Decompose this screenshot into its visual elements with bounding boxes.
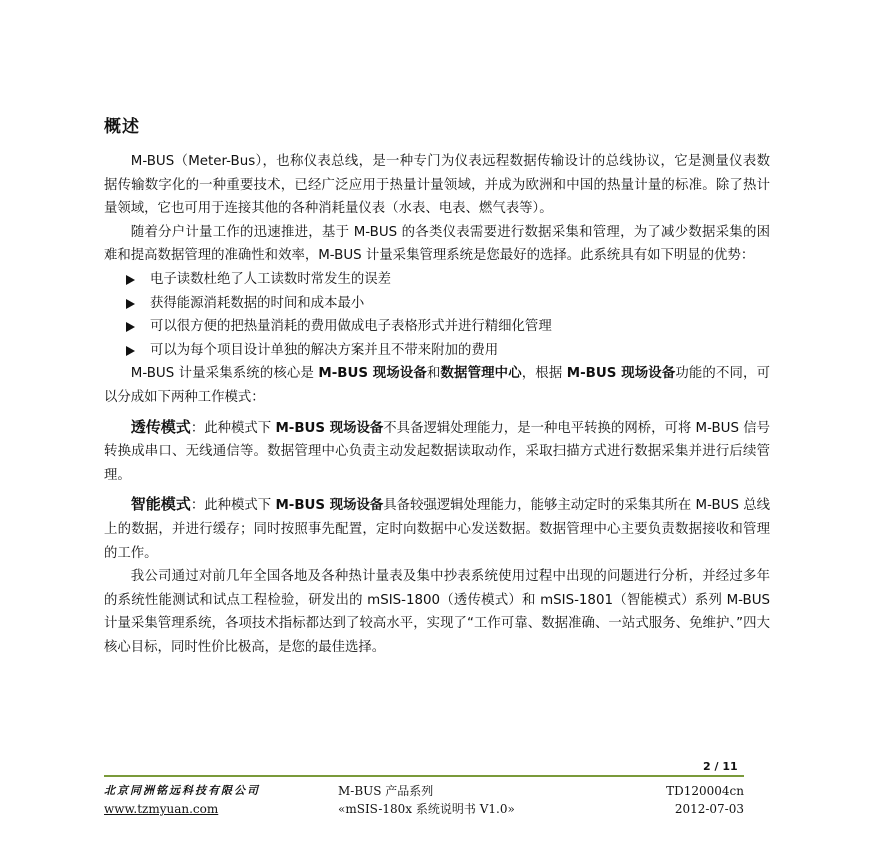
smart-mode-title: 智能模式 (130, 495, 191, 514)
list-item: 可以为每个项目设计单独的解决方案并且不带来附加的费用 (126, 339, 770, 363)
product-series: M-BUS 产品系列 (338, 784, 434, 798)
list-item: 电子读数杜绝了人工读数时常发生的误差 (126, 268, 770, 292)
summary-paragraph: 我公司通过对前几年全国各地及各种热计量表及集中抄表系统使用过程中出现的问题进行分析，并经过多年的系统性能测试和试点工程检验，研发出的 mSIS-1800（透传模式）和 mSIS-1801（智能模式）系列 M-BUS 计量采集管理系统，各项技术指标都达到了较高水平，实现了“工作可靠、数据准确、一站式服务、免维护、”四大核心目标，同时性价比极高，是您的最佳选择。 (104, 569, 770, 655)
transparent-mode-paragraph (104, 416, 770, 488)
core-text-1: M-BUS 计量采集系统的核心是 (130, 366, 319, 382)
footer-right (640, 782, 744, 818)
core-text-4: 功能的不同，可以分成如下两种工作模式： (104, 366, 770, 405)
intro-paragraph-2: 随着分户计量工作的迅速推进，基于 M-BUS 的各类仪表需要进行数据采集和管理，为了减少数据采集的困难和提高数据管理的准确性和效率，M-BUS 计量采集管理系统是您最好的选择。此系统具有如下明显的优势： (104, 224, 770, 264)
smart-mode-paragraph (104, 493, 770, 565)
transparent-mode-bold: M-BUS 现场设备 (275, 420, 384, 436)
website-link[interactable]: www.tzmyuan.com (104, 802, 219, 816)
core-paragraph (104, 362, 770, 409)
advantage-list (104, 268, 770, 362)
footer-left (104, 782, 260, 818)
smart-mode-text-1: ：此种模式下 (190, 498, 276, 514)
transparent-mode-text-2: 不具备逻辑处理能力，是一种电平转换的网桥，可将 M-BUS 信号转换成串口、无线通信等。数据管理中心负责主动发起数据读取动作，采取扫描方式进行数据采集并进行后续管理。 (104, 420, 770, 483)
core-bold-field-device-2: M-BUS 现场设备 (566, 366, 676, 382)
transparent-mode-text-1: ：此种模式下 (190, 420, 276, 436)
intro-paragraph-1: M-BUS（Meter-Bus），也称仪表总线，是一种专门为仪表远程数据传输设计的总线协议，它是测量仪表数据传输数字化的一种重要技术，已经广泛应用于热量计量领域，并成为欧洲和中国的热量计量的标准。除了热计量领域，它也可用于连接其他的各种消耗量仪表（水表、电表、燃气表等）。 (104, 154, 770, 217)
core-bold-data-center: 数据管理中心 (440, 366, 522, 382)
core-text-3: ，根据 (521, 366, 567, 382)
body-text (104, 150, 770, 659)
company-name: 北京同洲铭远科技有限公司 (104, 784, 260, 797)
list-item: 可以很方便的把热量消耗的费用做成电子表格形式并进行精细化管理 (126, 315, 770, 339)
transparent-mode-title: 透传模式 (130, 417, 191, 436)
core-bold-field-device: M-BUS 现场设备 (318, 366, 427, 382)
core-text-2: 和 (426, 366, 441, 382)
section-heading: 概述 (104, 117, 140, 137)
footer-rule (104, 775, 744, 777)
smart-mode-bold: M-BUS 现场设备 (275, 498, 384, 514)
manual-title: «mSIS-180x 系统说明书 V1.0» (338, 802, 515, 816)
document-date: 2012-07-03 (674, 802, 744, 816)
page-number: 2 / 11 (703, 760, 738, 773)
footer-middle (338, 782, 515, 818)
document-id: TD120004cn (666, 784, 744, 798)
list-item: 获得能源消耗数据的时间和成本最小 (126, 292, 770, 316)
smart-mode-text-2: 具备较强逻辑处理能力，能够主动定时的采集其所在 M-BUS 总线上的数据，并进行缓存；同时按照事先配置，定时向数据中心发送数据。数据管理中心主要负责数据接收和管理的工作。 (104, 498, 770, 561)
